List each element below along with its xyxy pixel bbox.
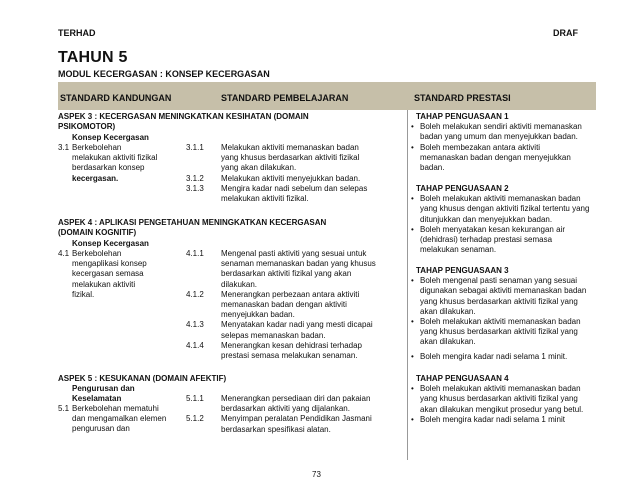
prestasi-line: • Boleh mengira kadar nadi selama 1 minit. — [420, 351, 568, 361]
aspek3-sp-numbers — [186, 143, 204, 194]
prestasi-line: akan dilakukan mengikut prosedur yang betul. — [420, 404, 584, 414]
prestasi-line: (dehidrasi) terhadap prestasi semasa — [420, 235, 553, 245]
prestasi-item — [410, 225, 589, 256]
sp-number: 4.1.1 — [186, 249, 204, 258]
aspek3-sp-text — [221, 143, 367, 204]
sp-line: dilakukan. — [221, 279, 258, 289]
sp-line: memanaskan badan dengan aktiviti — [221, 300, 347, 310]
prestasi-item — [410, 122, 582, 142]
sk-line: kecergasan semasa — [72, 269, 144, 279]
column-header-pembelajaran: STANDARD PEMBELAJARAN — [221, 93, 349, 103]
aspek3-heading-line1: ASPEK 3 : KECERGASAN MENINGKATKAN KESIHATAN (DOMAIN — [58, 112, 309, 121]
aspek3-sk-number: 3.1 — [58, 143, 70, 152]
sk-line: melakukan aktiviti fizikal — [72, 153, 158, 163]
level-heading: TAHAP PENGUASAAN 2 — [416, 184, 509, 193]
page-title: TAHUN 5 — [58, 49, 128, 66]
sp-line: berdasarkan spesifikasi alatan. — [221, 424, 331, 434]
sp-line: Menerangkan perbezaan antara aktiviti — [221, 289, 360, 299]
sp-line: Mengenal pasti aktiviti yang sesuai untuk — [221, 249, 367, 258]
prestasi-item — [410, 352, 586, 362]
aspek4-heading — [58, 218, 326, 238]
sp-line: Menyatakan kadar nadi yang mesti dicapai — [221, 320, 373, 330]
aspek3-heading-line2: PSIKOMOTOR) — [58, 122, 116, 132]
sp-line: Menerangkan kesan dehidrasi terhadap — [221, 340, 362, 350]
level-heading: TAHAP PENGUASAAN 3 — [416, 266, 509, 275]
aspek3-heading — [58, 112, 309, 132]
sp-number: 5.1.2 — [186, 414, 204, 424]
aspek5-sk-text — [72, 404, 166, 435]
header-left-label: TERHAD — [58, 28, 96, 38]
prestasi-item — [410, 143, 582, 174]
sk-line: Berkebolehan — [72, 249, 122, 258]
prestasi-item — [410, 384, 583, 415]
sp-line: Melakukan aktiviti menyejukkan badan. — [221, 173, 361, 183]
sp-line: berdasarkan aktiviti yang dijalankan. — [221, 404, 350, 414]
sk-line: kecergasan. — [72, 173, 119, 183]
aspek3-sk-title: Konsep Kecergasan — [72, 133, 149, 142]
sp-line: Melakukan aktiviti memanaskan badan — [221, 143, 359, 152]
sp-line: menyejukkan badan. — [221, 310, 295, 320]
prestasi-line: • Boleh menyatakan kesan kekurangan air — [420, 224, 565, 234]
sp-line: yang akan dilakukan. — [221, 163, 297, 173]
sp-number: 4.1.2 — [186, 289, 204, 299]
sp-line: Menyimpan peralatan Pendidikan Jasmani — [221, 414, 372, 424]
prestasi-line: • Boleh melakukan sendiri aktiviti memanaskan — [420, 122, 582, 132]
prestasi-item — [410, 276, 586, 317]
sp-number: 3.1.3 — [186, 183, 204, 193]
sk-line-text: berdasarkan konsep — [72, 163, 145, 173]
sk-title-line: Pengurusan dan — [72, 384, 135, 393]
sk-line: fizikal. — [72, 289, 95, 299]
aspek5-sk-number: 5.1 — [58, 404, 70, 413]
prestasi-line: • Boleh melakukan aktiviti memanaskan badan — [420, 317, 581, 327]
prestasi-line: • Boleh mengenal pasti senaman yang sesuai — [420, 276, 577, 286]
sp-line: senaman memanaskan badan yang khusus — [221, 259, 376, 269]
prestasi-line: melakukan senaman. — [420, 245, 497, 255]
sp-line: melakukan aktiviti fizikal. — [221, 194, 309, 204]
prestasi-line: yang khusus berdasarkan aktiviti fizikal yang — [420, 296, 578, 306]
sk-title-line: Keselamatan — [72, 394, 122, 404]
sp-line: yang khusus berdasarkan aktiviti fizikal — [221, 153, 360, 163]
level-heading: TAHAP PENGUASAAN 1 — [416, 112, 509, 121]
sp-line: berdasarkan aktiviti fizikal yang akan — [221, 269, 352, 279]
prestasi-line: yang khusus dengan aktiviti fizikal tertentu yang — [420, 204, 590, 214]
prestasi-line: ditunjukkan dan menyejukkan badan. — [420, 214, 553, 224]
sk-line: Berkebolehan mematuhi — [72, 404, 159, 413]
prestasi-line: badan. — [420, 163, 445, 173]
sp-number: 4.1.4 — [186, 340, 204, 350]
aspek3-sk-text — [72, 143, 157, 184]
sk-line — [72, 163, 157, 173]
sp-line: selepas memanaskan badan. — [221, 330, 326, 340]
sp-line: prestasi semasa melakukan senaman. — [221, 351, 358, 361]
column-divider — [407, 110, 408, 460]
level-heading: TAHAP PENGUASAAN 4 — [416, 374, 509, 383]
aspek5-heading: ASPEK 5 : KESUKANAN (DOMAIN AFEKTIF) — [58, 374, 227, 383]
page-number: 73 — [312, 470, 321, 479]
aspek4-sp-text — [221, 249, 376, 361]
column-header-kandungan: STANDARD KANDUNGAN — [60, 93, 172, 103]
prestasi-line: akan dilakukan. — [420, 306, 476, 316]
sk-line: dan mengamalkan elemen — [72, 414, 167, 424]
sk-line: Berkebolehan — [72, 143, 122, 152]
aspek4-sk-title: Konsep Kecergasan — [72, 239, 149, 248]
aspek5-sp-text — [221, 394, 372, 435]
header-right-label: DRAF — [553, 28, 578, 38]
prestasi-line: yang khusus berdasarkan aktiviti fizikal yang — [420, 327, 578, 337]
column-header-prestasi: STANDARD PRESTASI — [414, 93, 511, 103]
sp-line: Mengira kadar nadi sebelum dan selepas — [221, 183, 368, 193]
page-subtitle: MODUL KECERGASAN : KONSEP KECERGASAN — [58, 69, 270, 79]
sp-number: 3.1.2 — [186, 173, 204, 183]
aspek4-heading-line2: (DOMAIN KOGNITIF) — [58, 228, 137, 238]
prestasi-line: • Boleh membezakan antara aktiviti — [420, 142, 541, 152]
aspek4-sp-numbers — [186, 249, 204, 351]
prestasi-item — [410, 317, 586, 348]
aspek4-heading-line1: ASPEK 4 : APLIKASI PENGETAHUAN MENINGKATKAN KECERGASAN — [58, 218, 327, 227]
sk-line: pengurusan dan — [72, 424, 130, 434]
aspek5-sk-title — [72, 384, 135, 404]
prestasi-line: • Boleh melakukan aktiviti memanaskan badan — [420, 384, 581, 394]
prestasi-line: memanaskan badan dengan menyejukkan — [420, 152, 571, 162]
sp-number: 3.1.1 — [186, 143, 204, 152]
prestasi-item — [410, 194, 589, 225]
prestasi-line: • Boleh mengira kadar nadi selama 1 minit — [420, 414, 565, 424]
prestasi-line: yang khusus berdasarkan aktiviti fizikal yang — [420, 394, 578, 404]
aspek5-sp-numbers — [186, 394, 204, 425]
sk-line: mengaplikasi konsep — [72, 259, 147, 269]
prestasi-tp3 — [410, 266, 586, 362]
sp-line: Menerangkan persediaan diri dan pakaian — [221, 394, 371, 403]
prestasi-item — [410, 415, 583, 425]
sp-number: 5.1.1 — [186, 394, 204, 403]
aspek4-sk-text — [72, 249, 147, 300]
prestasi-tp1 — [410, 112, 582, 173]
aspek4-sk-number: 4.1 — [58, 249, 70, 258]
sp-number: 4.1.3 — [186, 320, 204, 330]
prestasi-line: digunakan sebagai aktiviti memanaskan badan — [420, 286, 587, 296]
sk-line: melakukan aktiviti — [72, 279, 136, 289]
prestasi-line: badan yang umum dan menyejukkan badan. — [420, 132, 578, 142]
prestasi-line: • Boleh melakukan aktiviti memanaskan badan — [420, 194, 581, 204]
prestasi-line: akan dilakukan. — [420, 337, 476, 347]
prestasi-tp4 — [410, 374, 583, 425]
prestasi-tp2 — [410, 184, 589, 255]
